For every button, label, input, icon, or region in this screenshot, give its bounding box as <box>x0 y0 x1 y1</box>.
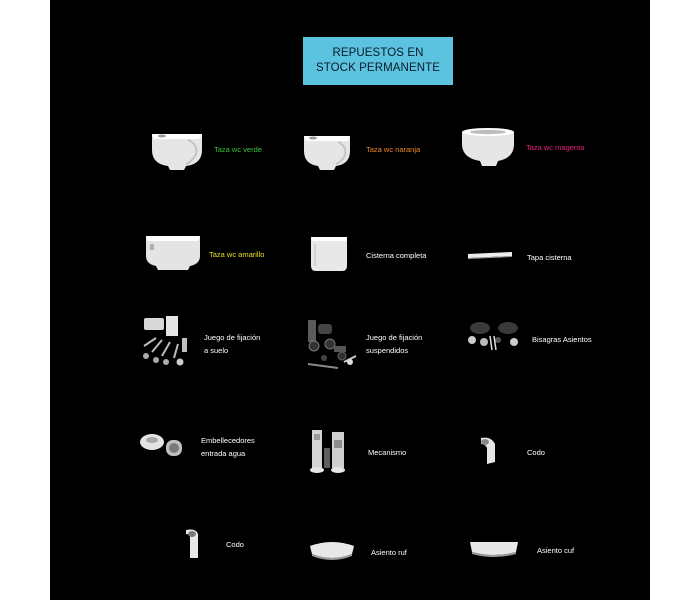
item-label-line-1: Embellecedores <box>201 436 255 445</box>
elbow-pipe-icon <box>477 436 499 466</box>
item-label-line-2: entrada agua <box>201 449 246 458</box>
item-label-embellecedores <box>201 434 255 460</box>
toilet-bowl-orange-icon <box>300 126 354 172</box>
item-label-taza-magenta: Taza wc magenta <box>526 143 585 152</box>
catalog-panel <box>50 0 650 600</box>
item-label-bisagras-asientos: Bisagras Asientos <box>532 335 592 344</box>
toilet-seat-square-icon <box>466 536 522 560</box>
stock-banner <box>303 37 453 85</box>
item-label-line-2: a suelo <box>204 346 229 355</box>
water-inlet-caps-icon <box>138 430 186 460</box>
banner-line-2: STOCK PERMANENTE <box>315 62 441 74</box>
seat-hinges-icon <box>464 318 522 352</box>
item-label-codo-2: Codo <box>226 540 244 549</box>
cistern-icon <box>308 232 350 272</box>
item-label-line-1: Juego de fijación <box>204 333 261 342</box>
item-label-fijacion-suelo <box>204 331 260 357</box>
item-label-tapa-cisterna: Tapa cisterna <box>527 253 572 262</box>
item-label-taza-naranja: Taza wc naranja <box>366 145 421 154</box>
toilet-bowl-magenta-icon <box>458 124 518 168</box>
item-label-mecanismo: Mecanismo <box>368 448 407 457</box>
item-label-taza-verde: Taza wc verde <box>214 145 262 154</box>
elbow-pipe-icon <box>182 528 202 560</box>
item-label-asiento-ruf: Asiento ruf <box>371 548 407 557</box>
item-label-cisterna-completa: Cisterna completa <box>366 251 427 260</box>
banner-line-1: REPUESTOS EN <box>332 47 424 59</box>
item-label-taza-amarillo: Taza wc amarillo <box>209 250 265 259</box>
item-label-line-1: Juego de fijación <box>366 333 423 342</box>
toilet-bowl-yellow-icon <box>142 232 204 272</box>
item-label-line-2: suspendidos <box>366 346 409 355</box>
item-label-fijacion-suspendidos <box>366 331 422 357</box>
cistern-lid-icon <box>466 248 514 262</box>
floor-fixing-kit-icon <box>138 314 196 370</box>
item-label-codo: Codo <box>527 448 545 457</box>
flush-mechanism-icon <box>306 428 352 476</box>
toilet-seat-round-icon <box>306 538 358 562</box>
item-label-asiento-cuf: Asiento cuf <box>537 546 575 555</box>
wall-fixing-kit-icon <box>304 316 362 370</box>
toilet-bowl-green-icon <box>148 124 206 172</box>
